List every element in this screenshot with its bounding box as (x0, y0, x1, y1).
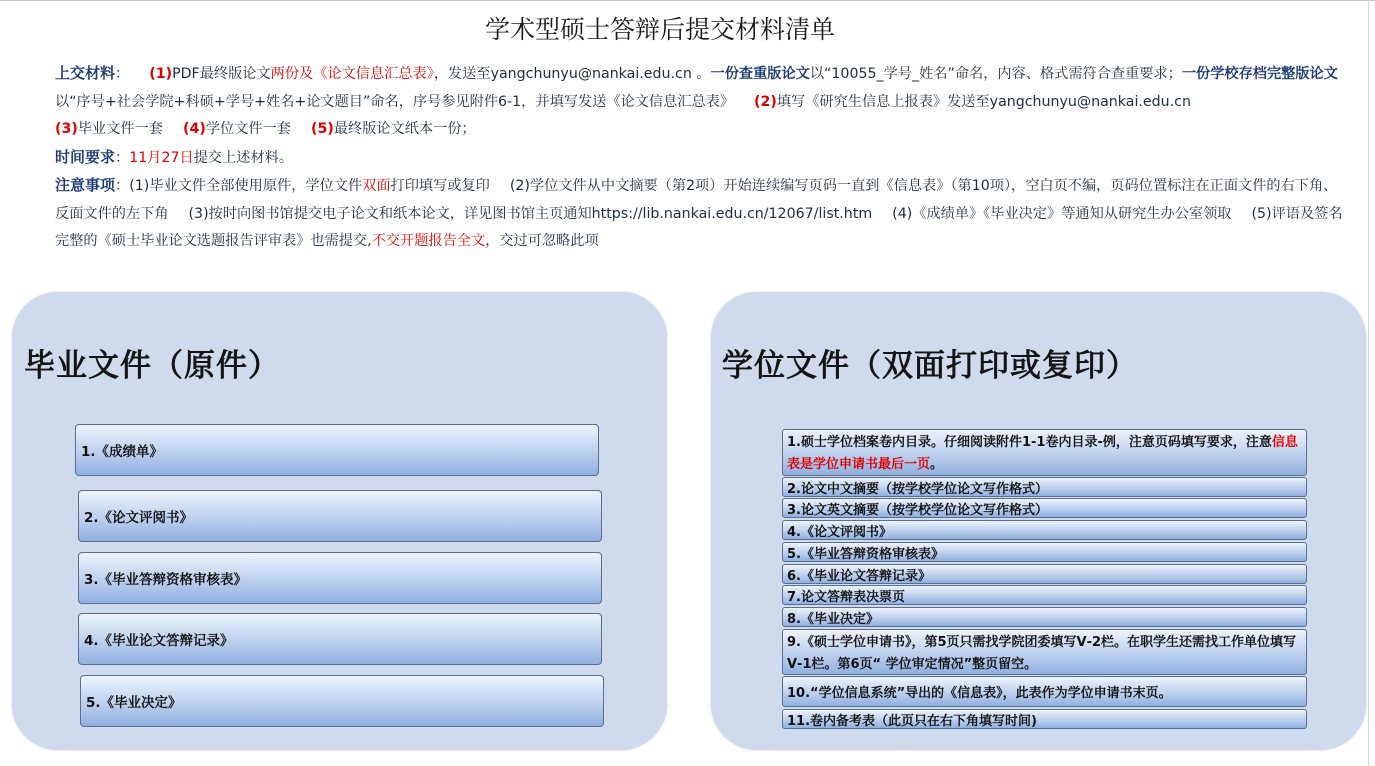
graduation-item: 2.《论文评阅书》 (78, 490, 602, 542)
degree-item (782, 429, 1307, 476)
submit-text-1b: 两份及《论文信息汇总表》 (270, 66, 434, 82)
submit-text-2: 填写《研究生信息上报表》发送至yangchunyu@nankai.edu.cn (776, 93, 1191, 110)
degree-item: 7.论文答辩表决票页 (782, 585, 1307, 605)
submit-text-1a: PDF最终版论文 (172, 66, 271, 82)
submit-colon: ： (115, 66, 130, 82)
submit-text-3: 毕业文件一套 (77, 121, 163, 137)
degree-item: 5.《毕业答辩资格审核表》 (782, 542, 1307, 562)
submit-label: 上交材料 (55, 64, 116, 82)
submit-text-1e: 以“10055_学号_姓名”命名，内容、格式需符合查重要求； (809, 66, 1182, 82)
degree-item-1a: 1.硕士学位档案卷内目录。仔细阅读附件1-1卷内目录-例，注意页码填写要求，注意 (787, 435, 1272, 450)
time-text: 提交上述材料。 (193, 149, 294, 166)
graduation-panel (12, 292, 667, 750)
submit-text-1c: ，发送至yangchunyu@nankai.edu.cn 。 (433, 66, 711, 82)
degree-item: 3.论文英文摘要（按学校学位论文写作格式） (782, 498, 1307, 518)
time-paragraph (55, 144, 1345, 173)
submit-text-1g: 以“序号+社会学院+科硕+学号+姓名+论文题目”命名，序号参见附件6-1，并填写发送《论文信息汇总表》 (55, 93, 735, 110)
notes-paragraph (55, 172, 1345, 256)
submit-num-1: (1) (149, 66, 173, 82)
notes-colon: ： (115, 178, 130, 194)
notes-label: 注意事项 (55, 176, 116, 194)
top-border (0, 0, 1375, 1)
graduation-item: 1.《成绩单》 (75, 424, 599, 476)
degree-item-1-text (787, 432, 1306, 476)
graduation-title: 毕业文件（原件） (24, 348, 280, 384)
page-title: 学术型硕士答辩后提交材料清单 (484, 15, 835, 44)
degree-item: 4.《论文评阅书》 (782, 520, 1307, 540)
degree-title: 学位文件（双面打印或复印） (722, 348, 1138, 384)
degree-item: 8.《毕业决定》 (782, 607, 1307, 627)
submit-text-1d: 一份查重版论文 (710, 66, 810, 82)
submit-paragraph (55, 60, 1345, 116)
note-3: (3)按时向图书馆提交电子论文和纸本论文，详见图书馆主页通知https://lib.nankai.edu.cn/12067/list.htm (188, 205, 873, 222)
degree-item: 2.论文中文摘要（按学校学位论文写作格式） (782, 477, 1307, 497)
degree-item-1c: 。 (930, 457, 944, 472)
degree-panel (711, 292, 1366, 750)
note-1c: 打印填写或复印 (390, 178, 490, 194)
degree-item: 10.“学位信息系统”导出的《信息表》，此表作为学位申请书末页。 (782, 676, 1307, 707)
note-5a: (5)评语及签名完整的《硕士毕业论文选题报告评审表》也需提交, (55, 205, 1343, 249)
submit-paragraph-2 (55, 116, 1345, 144)
degree-item: 9.《硕士学位申请书》，第5页只需找学院团委填写Ⅴ-2栏。在职学生还需找工作单位填写Ⅴ-1栏。第6页“ 学位审定情况”整页留空。 (782, 629, 1307, 675)
submit-num-5: (5) (310, 121, 334, 137)
graduation-item: 5.《毕业决定》 (80, 675, 604, 727)
submit-num-2: (2) (754, 93, 777, 110)
note-5c: ，交过可忽略此项 (485, 233, 599, 249)
submit-num-4: (4) (182, 121, 206, 137)
note-5b: 不交开题报告全文 (371, 233, 486, 249)
time-date: 11月27日 (129, 149, 194, 166)
time-label: 时间要求 (55, 147, 116, 166)
graduation-item: 3.《毕业答辩资格审核表》 (78, 552, 602, 604)
submit-text-1f: 一份学校存档完整版论文 (1181, 66, 1338, 82)
note-2: (2)学位文件从中文摘要（第2项）开始连续编写页码一直到《信息表》（第10项），空白页不编，页码位置标注在正面文件的右下角、反面文件的左下角 (55, 178, 1338, 222)
time-colon: ： (115, 149, 130, 166)
submit-num-3: (3) (55, 121, 78, 137)
degree-item-1b: 信息表是学位申请书最后一页 (787, 435, 1298, 472)
degree-item: 11.卷内备考表（此页只在右下角填写时间) (782, 709, 1307, 729)
degree-item: 6.《毕业论文答辩记录》 (782, 564, 1307, 584)
note-4: (4)《成绩单》《毕业决定》等通知从研究生办公室领取 (892, 205, 1232, 222)
note-1a: (1)毕业文件全部使用原件，学位文件 (129, 178, 363, 194)
note-1b: 双面 (362, 178, 391, 194)
submit-text-4: 学位文件一套 (205, 121, 291, 137)
submit-text-5: 最终版论文纸本一份； (333, 121, 476, 137)
graduation-item: 4.《毕业论文答辩记录》 (78, 613, 602, 665)
instructions (55, 60, 1345, 256)
right-border (1368, 0, 1369, 766)
